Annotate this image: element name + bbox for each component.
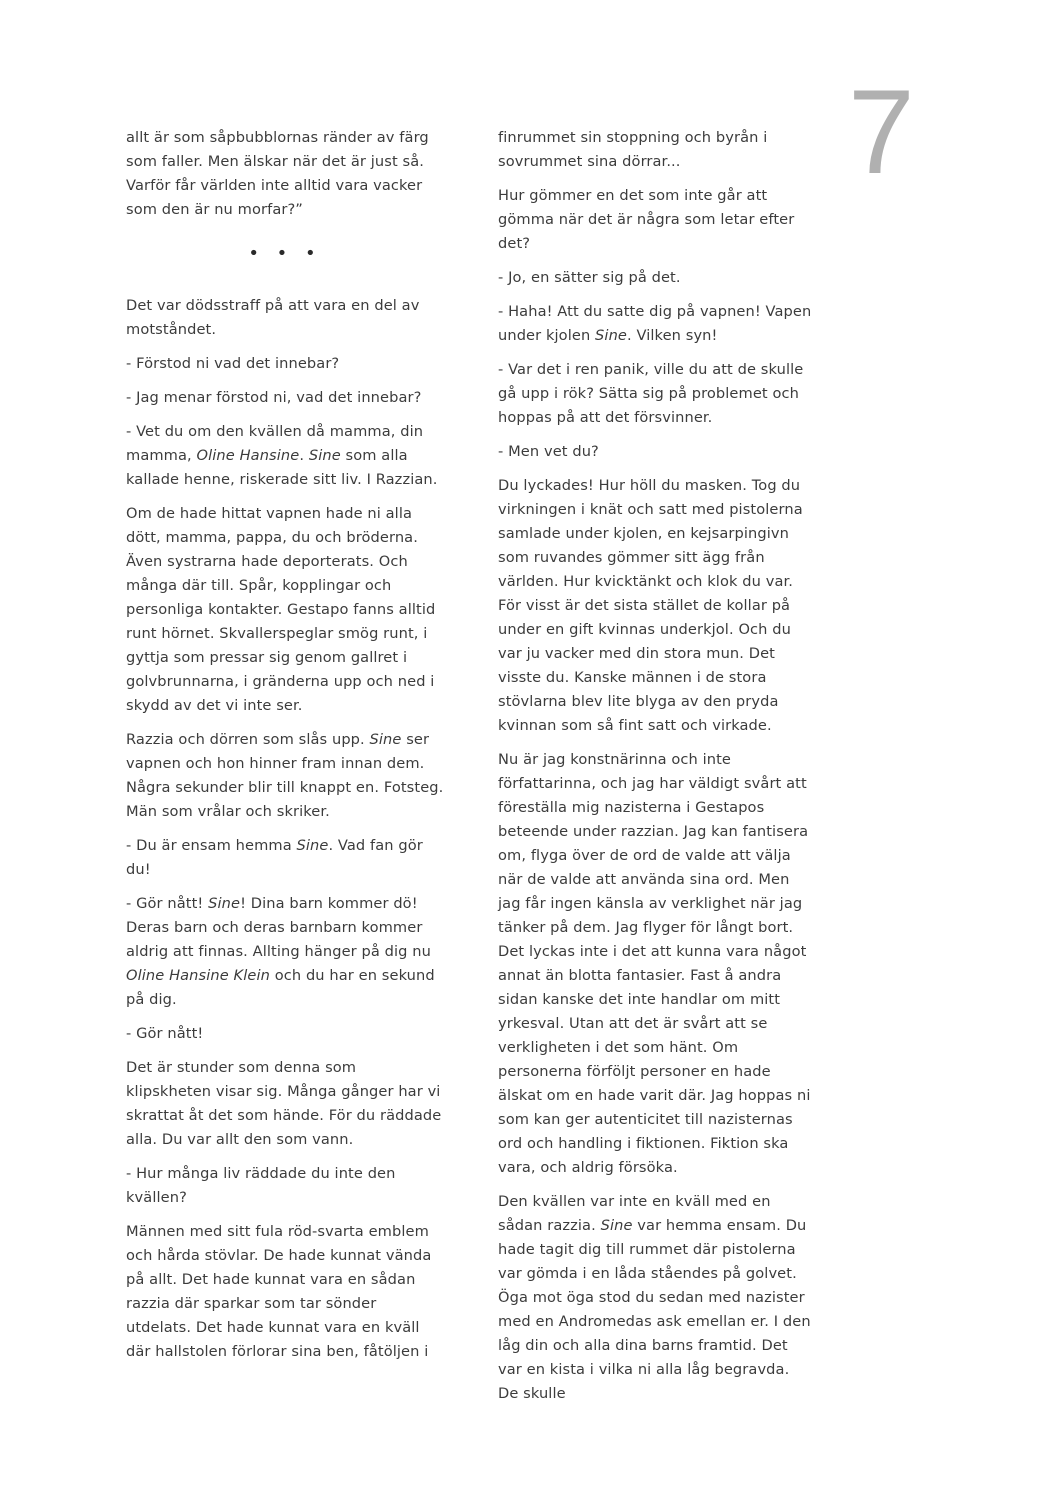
dialogue-line: - Men vet du? <box>498 443 599 460</box>
italic-name: Sine <box>595 327 627 344</box>
paragraph: Hur gömmer en det som inte går att gömma när det är några som letar efter det? <box>498 187 795 252</box>
dialogue-line: - Gör nått! <box>126 1025 204 1042</box>
italic-name: Sine <box>296 837 329 854</box>
text-run: som alla kallade henne, riskerade sitt liv. I Razzian. <box>126 447 438 488</box>
dialogue-line <box>498 300 814 348</box>
dialogue-line: - Jo, en sätter sig på det. <box>498 269 681 286</box>
text-run: var hemma ensam. Du hade tagit dig till rummet där pistolerna var gömda i en låda ståendes på golvet. Öga mot öga stod du sedan med nazister med en Andromedas ask emellan er. I den låg din och alla dina barns framtid. Det var en kista i vilka ni alla låg begravda. De skulle <box>498 1217 811 1402</box>
paragraph: Det var dödsstraff på att vara en del av motståndet. <box>126 297 420 338</box>
text-run: Razzia och dörren som slås upp. <box>126 731 370 748</box>
italic-name: Sine <box>308 447 341 464</box>
text-run: och du har en sekund på dig. <box>126 967 435 1008</box>
text-run: . Vilken syn! <box>627 327 718 344</box>
italic-name: Sine <box>600 1217 633 1234</box>
dialogue-line: - Var det i ren panik, ville du att de skulle gå upp i rök? Sätta sig på problemet och hoppas på att det försvinner. <box>498 361 804 426</box>
text-run: - Haha! Att du satte dig på vapnen! Vapen under kjolen <box>498 303 812 344</box>
text-run: . Vad fan gör du! <box>126 837 423 878</box>
paragraph <box>498 1190 814 1406</box>
dialogue-line <box>126 834 444 882</box>
paragraph: Nu är jag konstnärinna och inte författarinna, och jag har väldigt svårt att föreställa mig nazisterna i Gestapos beteende under razzian. Jag kan fantisera om, flyga över de ord de valde att välja när de valde att använda sina ord. Men jag får ingen känsla av verklighet när jag tänker på dem. Jag flyger för långt bort. Det lyckas inte i det att kunna vara något annat än blotta fantasier. Fast å andra sidan kanske det inte handlar om mitt yrkesval. Utan att det är svårt att se verkligheten i det som hänt. Om personerna förföljt personer en hade älskat om en hade varit där. Jag hoppas ni som kan ger autenticitet till nazisternas ord och handling i fiktionen. Fiktion ska vara, och aldrig försöka. <box>498 751 811 1176</box>
text-run: ! Dina barn kommer dö! Deras barn och deras barnbarn kommer aldrig att finnas. Allting hänger på dig nu <box>126 895 431 960</box>
left-column <box>126 126 444 1374</box>
page-number: 7 <box>848 65 915 199</box>
paragraph: finrummet sin stoppning och byrån i sovrummet sina dörrar... <box>498 129 768 170</box>
italic-name: Sine <box>369 731 402 748</box>
paragraph: Det är stunder som denna som klipskheten visar sig. Många gånger har vi skrattat åt det som hände. För du räddade alla. Du var allt den som vann. <box>126 1059 442 1148</box>
italic-name: Oline Hansine <box>196 447 300 464</box>
text-run: - Du är ensam hemma <box>126 837 297 854</box>
italic-name: Oline Hansine Klein <box>126 967 270 984</box>
text-run: ser vapnen och hon hinner fram innan dem. Några sekunder blir till knappt en. Fotsteg. Män som vrålar och skriker. <box>126 731 444 820</box>
italic-name: Sine <box>208 895 241 912</box>
right-column <box>498 126 814 1416</box>
paragraph: Du lyckades! Hur höll du masken. Tog du virkningen i knät och satt med pistolerna samlade under kjolen, en kejsarpingivn som ruvandes gömmer sitt ägg från världen. Hur kvicktänkt och klok du var. För visst är det sista stället de kollar på under en gift kvinnas underkjol. Och du var ju vacker med din stora mun. Det visste du. Kanske männen i de stora stövlarna blev lite blyga av den pryda kvinnan som så fint satt och virkade. <box>498 477 803 734</box>
paragraph: allt är som såpbubblornas ränder av färg som faller. Men älskar när det är just så. Varför får världen inte alltid vara vacker som den är nu morfar?” <box>126 129 429 218</box>
text-run: - Vet du om den kvällen då mamma, din mamma, <box>126 423 424 464</box>
dialogue-line <box>126 892 444 1012</box>
paragraph <box>126 728 444 824</box>
dialogue-line: - Jag menar förstod ni, vad det innebar? <box>126 389 422 406</box>
paragraph: Männen med sitt fula röd-svarta emblem och hårda stövlar. De hade kunnat vända på allt. Det hade kunnat vara en sådan razzia där sparkar som tar sönder utdelats. Det hade kunnat vara en kväll där hallstolen förlorar sina ben, fåtöljen i <box>126 1223 432 1360</box>
text-run: . <box>299 447 309 464</box>
text-run: Den kvällen var inte en kväll med en sådan razzia. <box>498 1193 771 1234</box>
dialogue-line: - Förstod ni vad det innebar? <box>126 355 340 372</box>
text-run: - Gör nått! <box>126 895 209 912</box>
paragraph: Om de hade hittat vapnen hade ni alla dött, mamma, pappa, du och bröderna. Även systrarna hade deporterats. Och många där till. Spår, kopplingar och personliga kontakter. Gestapo fanns alltid runt hörnet. Skvallerspeglar smög runt, i gyttja som pressar sig genom gallret i golvbrunnarna, i gränderna upp och ned i skydd av det vi inte ser. <box>126 505 436 714</box>
section-separator: • • • <box>248 243 322 264</box>
dialogue-line: - Hur många liv räddade du inte den kvällen? <box>126 1165 396 1206</box>
dialogue-line <box>126 420 444 492</box>
